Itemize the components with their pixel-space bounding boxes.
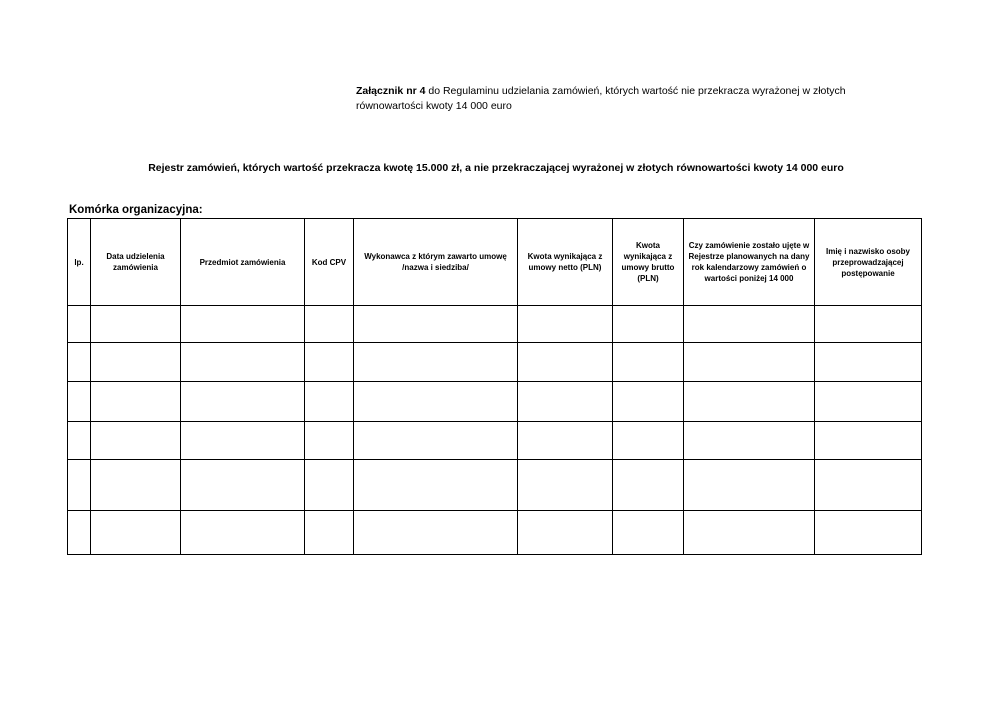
table-cell[interactable] [815, 422, 922, 460]
col-header-award-date: Data udzielenia zamówienia [91, 219, 181, 306]
table-cell[interactable] [181, 382, 305, 422]
table-cell[interactable] [305, 460, 354, 511]
col-header-subject: Przedmiot zamówienia [181, 219, 305, 306]
table-cell[interactable] [305, 382, 354, 422]
table-cell[interactable] [305, 511, 354, 555]
table-cell[interactable] [613, 460, 684, 511]
table-cell[interactable] [354, 460, 518, 511]
table-cell[interactable] [354, 306, 518, 343]
table-cell[interactable] [613, 511, 684, 555]
table-cell[interactable] [91, 460, 181, 511]
table-cell[interactable] [91, 306, 181, 343]
table-row [68, 422, 922, 460]
table-cell[interactable] [305, 343, 354, 382]
table-cell[interactable] [815, 511, 922, 555]
table-cell[interactable] [181, 306, 305, 343]
table-row [68, 343, 922, 382]
table-cell[interactable] [181, 422, 305, 460]
table-cell[interactable] [518, 460, 613, 511]
col-header-gross-amount: Kwota wynikająca z umowy brutto (PLN) [613, 219, 684, 306]
table-cell[interactable] [91, 422, 181, 460]
table-cell[interactable] [181, 511, 305, 555]
table-cell[interactable] [68, 382, 91, 422]
table-cell[interactable] [815, 343, 922, 382]
table-row [68, 306, 922, 343]
table-row [68, 511, 922, 555]
table-cell[interactable] [91, 382, 181, 422]
col-header-in-plan-register: Czy zamówienie zostało ujęte w Rejestrze planowanych na dany rok kalendarzowy zamówień o wartości poniżej 14 000 [684, 219, 815, 306]
table-cell[interactable] [354, 422, 518, 460]
table-cell[interactable] [684, 422, 815, 460]
table-cell[interactable] [613, 382, 684, 422]
table-cell[interactable] [684, 460, 815, 511]
table-header-row [68, 219, 922, 306]
table-cell[interactable] [181, 343, 305, 382]
table-cell[interactable] [518, 343, 613, 382]
col-header-net-amount: Kwota wynikająca z umowy netto (PLN) [518, 219, 613, 306]
table-cell[interactable] [305, 422, 354, 460]
register-title: Rejestr zamówień, których wartość przekracza kwotę 15.000 zł, a nie przekraczającej wyrażonej w złotych równowartości kwoty 14 000 euro [148, 162, 844, 174]
annex-number: Załącznik nr 4 [356, 85, 426, 97]
annex-header-line1 [356, 84, 916, 99]
col-header-cpv-code: Kod CPV [305, 219, 354, 306]
table-cell[interactable] [181, 460, 305, 511]
table-cell[interactable] [684, 306, 815, 343]
table-row [68, 460, 922, 511]
table-cell[interactable] [684, 343, 815, 382]
table-cell[interactable] [68, 343, 91, 382]
table-cell[interactable] [815, 382, 922, 422]
table-row [68, 382, 922, 422]
table-cell[interactable] [518, 422, 613, 460]
col-header-responsible-person: Imię i nazwisko osoby przeprowadzającej postępowanie [815, 219, 922, 306]
table-cell[interactable] [613, 422, 684, 460]
table-cell[interactable] [518, 511, 613, 555]
table-cell[interactable] [68, 511, 91, 555]
table-cell[interactable] [518, 306, 613, 343]
col-header-lp: lp. [68, 219, 91, 306]
table-cell[interactable] [91, 511, 181, 555]
table-cell[interactable] [684, 382, 815, 422]
table-cell[interactable] [518, 382, 613, 422]
table-cell[interactable] [815, 460, 922, 511]
table-cell[interactable] [684, 511, 815, 555]
table-cell[interactable] [613, 306, 684, 343]
annex-header-line2: równowartości kwoty 14 000 euro [356, 100, 512, 112]
table-cell[interactable] [91, 343, 181, 382]
annex-description: do Regulaminu udzielania zamówień, których wartość nie przekracza wyrażonej w złotych [425, 85, 846, 97]
col-header-contractor: Wykonawca z którym zawarto umowę /nazwa i siedziba/ [354, 219, 518, 306]
table-cell[interactable] [68, 306, 91, 343]
register-table [67, 218, 922, 555]
table-cell[interactable] [354, 382, 518, 422]
table-cell[interactable] [815, 306, 922, 343]
table-cell[interactable] [68, 422, 91, 460]
organizational-unit-label: Komórka organizacyjna: [69, 204, 203, 216]
table-cell[interactable] [613, 343, 684, 382]
table-cell[interactable] [354, 511, 518, 555]
table-cell[interactable] [354, 343, 518, 382]
annex-header [356, 84, 916, 114]
table-cell[interactable] [305, 306, 354, 343]
table-cell[interactable] [68, 460, 91, 511]
